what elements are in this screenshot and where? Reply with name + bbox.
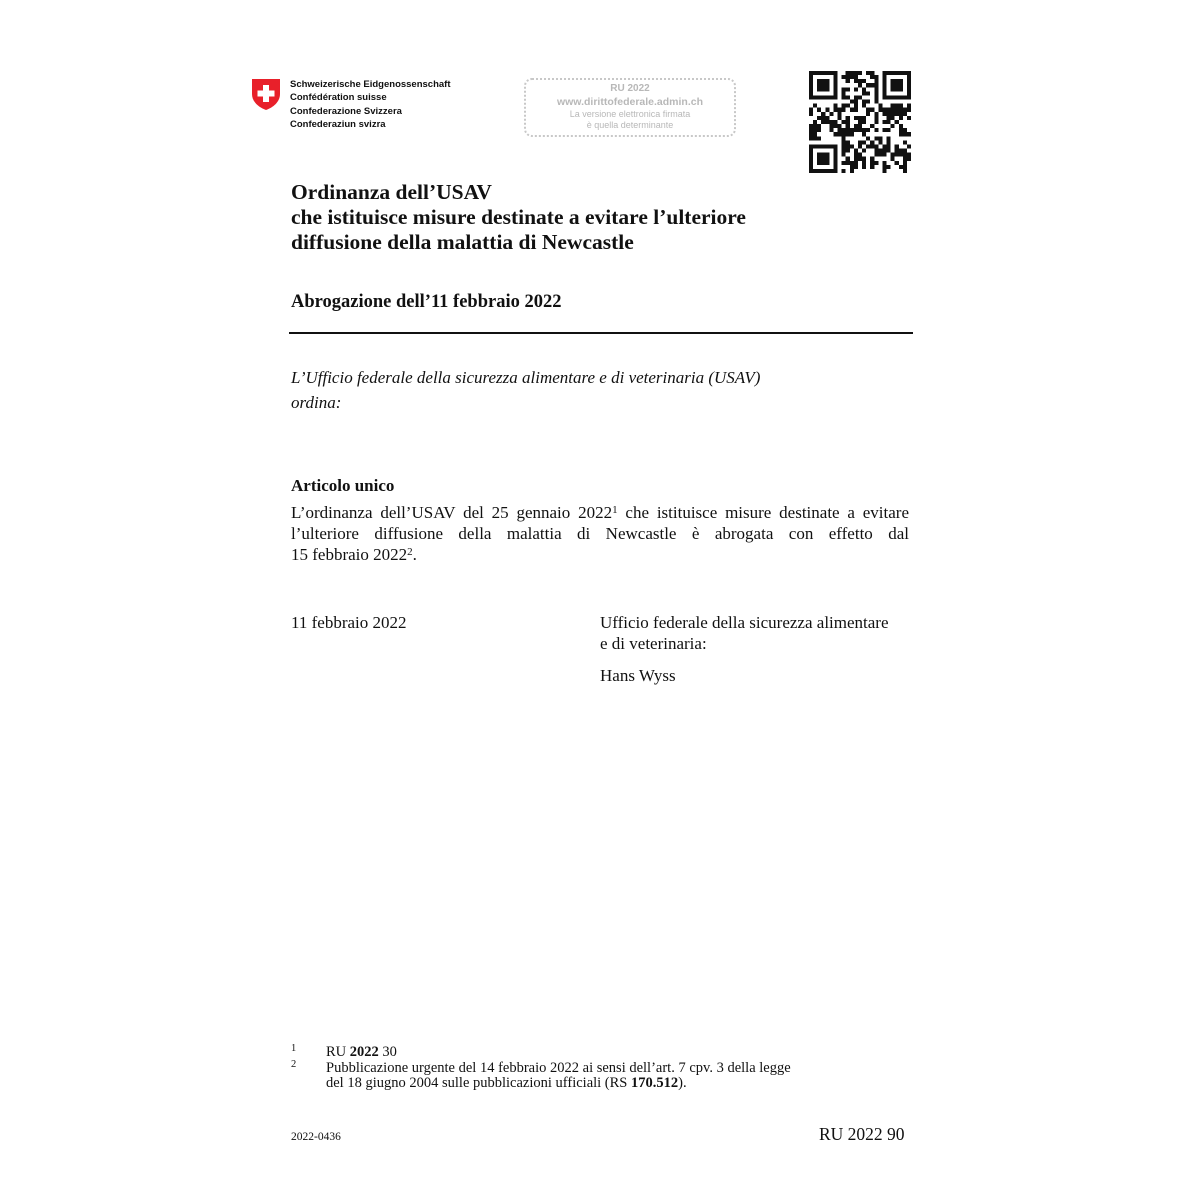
article-body <box>291 502 909 565</box>
article-line-3 <box>291 544 909 565</box>
title-line-2: che istituisce misure destinate a evitare l’ulteriore <box>291 205 746 229</box>
signature-block <box>600 612 889 686</box>
signer-name: Hans Wyss <box>600 666 676 685</box>
footnote-number: 1 <box>291 1043 297 1054</box>
footnote-1-text: RU <box>326 1044 350 1060</box>
footnote-number: 2 <box>291 1058 297 1070</box>
government-names <box>290 78 451 131</box>
stamp-note-line1: La versione elettronica firmata <box>569 109 691 119</box>
preamble-line-2: ordina: <box>291 393 342 412</box>
stamp-website: www.dirittofederale.admin.ch <box>556 96 704 108</box>
article-line-3-text-end: . <box>412 545 417 564</box>
footnote-2 <box>291 1058 791 1092</box>
article-heading: Articolo unico <box>291 476 395 495</box>
footnote-2-bold: 170.512 <box>631 1075 679 1091</box>
government-name-de: Schweizerische Eidgenossenschaft <box>290 79 451 90</box>
document-number: 2022-0436 <box>291 1131 341 1143</box>
signing-office-line-2: e di veterinaria: <box>600 634 707 653</box>
title-divider <box>289 332 913 334</box>
footnote-1-text-end: 30 <box>378 1044 397 1060</box>
article-line-1-text: L’ordinanza dell’USAV del 25 gennaio 2022 <box>291 503 613 522</box>
preamble <box>291 365 760 415</box>
electronic-signature-stamp <box>524 78 736 137</box>
article-line-2: l’ulteriore diffusione della malattia di Newcastle è abrogata con effetto dal <box>291 524 909 543</box>
article-line-1-text-end: che istituisce misure destinate a evitare <box>617 503 910 522</box>
footnote-2-text-end: ). <box>678 1075 687 1091</box>
document-title <box>291 180 931 255</box>
preamble-line-1: L’Ufficio federale della sicurezza alimentare e di veterinaria (USAV) <box>291 368 761 387</box>
title-line-1: Ordinanza dell’USAV <box>291 180 492 204</box>
government-name-rm: Confederaziun svizra <box>290 118 386 130</box>
footnote-1-bold: 2022 <box>349 1044 379 1060</box>
page-reference: RU 2022 90 <box>819 1124 905 1144</box>
title-line-3: diffusione della malattia di Newcastle <box>291 230 634 254</box>
footnote-1 <box>291 1045 791 1061</box>
footnote-ref-1[interactable]: 1 <box>612 504 618 516</box>
government-name-it: Confederazione Svizzera <box>290 105 402 117</box>
document-subtitle: Abrogazione dell’11 febbraio 2022 <box>291 292 562 312</box>
article-line-1 <box>291 502 909 523</box>
stamp-note-line2: è quella determinante <box>586 120 674 130</box>
footnote-2-text: del 18 giugno 2004 sulle pubblicazioni ufficiali (RS <box>326 1075 631 1091</box>
signing-office-line-1: Ufficio federale della sicurezza alimentare <box>600 613 889 632</box>
swiss-cross-icon <box>251 78 281 111</box>
footnote-ref-2[interactable]: 2 <box>407 546 413 558</box>
signature-date: 11 febbraio 2022 <box>291 613 407 632</box>
qr-code-icon <box>809 71 911 173</box>
stamp-collection: RU 2022 <box>610 83 650 94</box>
footnote-2-line-1: Pubblicazione urgente del 14 febbraio 2022 ai sensi dell’art. 7 cpv. 3 della legge <box>326 1059 791 1076</box>
footnotes <box>291 1045 791 1092</box>
government-name-fr: Confédération suisse <box>290 92 387 104</box>
footnote-2-line-2 <box>326 1076 791 1092</box>
article-line-3-text: 15 febbraio 2022 <box>291 545 408 564</box>
